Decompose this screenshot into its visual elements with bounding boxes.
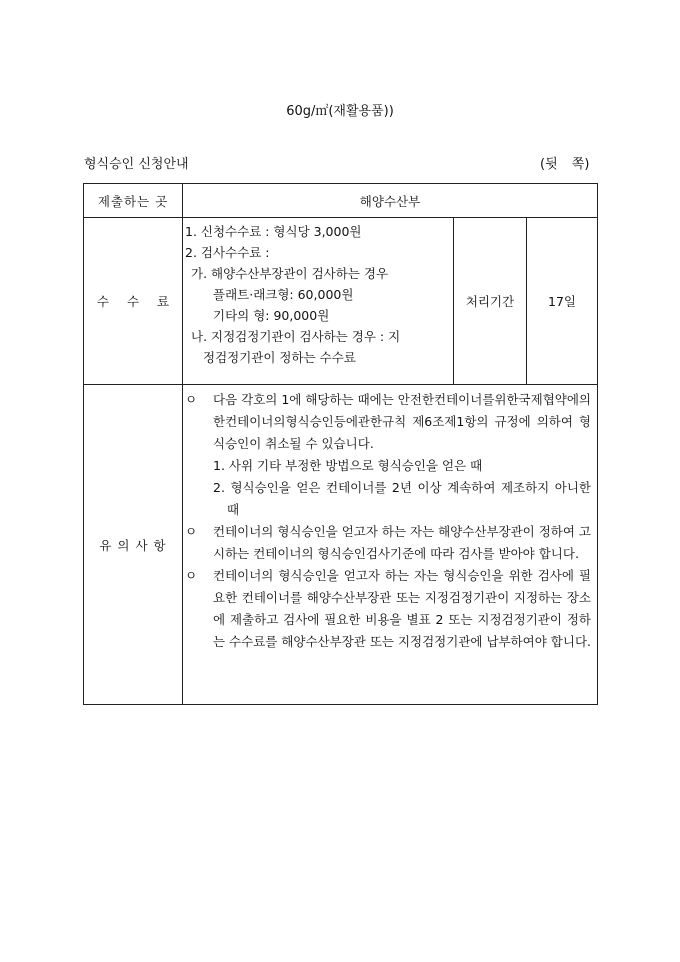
fee-line: 2. 검사수수료 : [185,245,270,260]
submit-value: 해양수산부 [183,184,598,218]
note-item [185,565,591,653]
submit-row [84,184,598,218]
note-item [185,521,591,565]
submit-label: 제출하는 곳 [84,184,183,218]
page-side-label: (뒷 쪽) [540,157,590,172]
note-text: 다음 각호의 1에 해당하는 때에는 안전한컨테이너를위한국제협약에의한컨테이너의형식승인등에관한규칙 제6조제1항의 규정에 의하여 형식승인이 취소될 수 있습니다. [213,392,591,451]
bullet-icon: ㅇ [185,392,198,407]
fee-line: 1. 신청수수료 : 형식당 3,000원 [185,224,362,239]
fee-line: 플래트·래크형: 60,000원 [213,287,354,302]
bullet-icon: ㅇ [185,524,198,539]
fee-details [183,218,454,385]
notes-label: 유 의 사 항 [84,385,183,705]
processing-period-label: 처리기간 [454,218,527,385]
processing-period-value: 17일 [527,218,598,385]
notes-row [84,385,598,705]
note-item [185,389,591,455]
fee-label: 수 수 료 [84,218,183,385]
application-guide-table [83,183,598,705]
notes-content [183,385,598,705]
fee-row [84,218,598,385]
page-title: 형식승인 신청안내 [84,157,189,172]
fee-line: 나. 지정검정기관이 검사하는 경우 : 지 [191,329,401,344]
note-subitem: 2. 형식승인을 얻은 컨테이너를 2년 이상 계속하여 제조하지 아니한 때 [213,480,591,517]
note-text: 컨테이너의 형식승인을 얻고자 하는 자는 해양수산부장관이 정하여 고시하는 컨테이너의 형식승인검사기준에 따라 검사를 받아야 합니다. [213,524,591,561]
fee-line: 정검정기관이 정하는 수수료 [203,350,356,365]
fee-line: 기타의 형: 90,000원 [213,308,330,323]
note-subitem: 1. 사위 기타 부정한 방법으로 형식승인을 얻은 때 [213,458,483,473]
bullet-icon: ㅇ [185,568,198,583]
paper-spec: 60g/㎡(재활용품)) [286,104,394,119]
fee-line: 가. 해양수산부장관이 검사하는 경우 [191,266,389,281]
note-text: 컨테이너의 형식승인을 얻고자 하는 자는 형식승인을 위한 검사에 필요한 컨테이너를 해양수산부장관 또는 지정검정기관이 지정하는 장소에 제출하고 검사에 필요한 비용을 별표 2 또는 지정검정기관이 정하는 수수료를 해양수산부장관 또는 지정검정기관에 납부하여야 합니다. [213,568,591,649]
